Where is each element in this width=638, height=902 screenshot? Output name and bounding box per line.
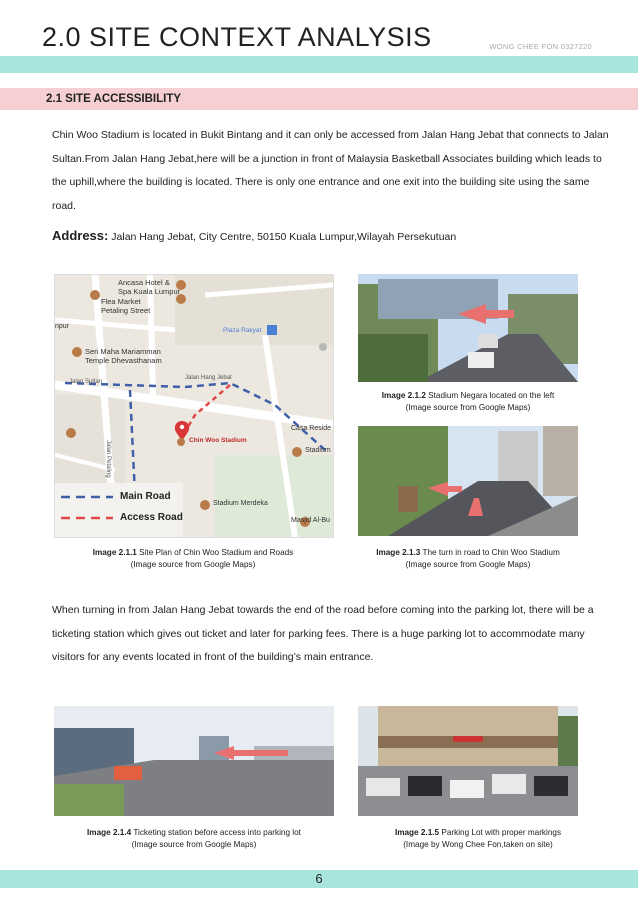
map-label-chin-woo: Chin Woo Stadium [189,437,247,444]
map-label-stadium: Stadium [305,447,331,454]
page-header-title: 2.0 SITE CONTEXT ANALYSIS [42,22,432,52]
map-label-left-edge: npur [55,323,70,330]
header-teal-band [0,56,638,73]
map-label-masjid: Masjid Al-Bu [291,517,330,524]
legend-main-road: Main Road [120,491,171,502]
map-label-merdeka: Stadium Merdeka [213,500,268,507]
photo-stadium-negara [358,274,578,382]
photo-turn-in-road [358,426,578,536]
map-label-temple: Seri Maha Mariamman Temple Dhevasthanam [85,347,162,365]
map-label-casa: Casa Reside [291,425,332,432]
map-label-plaza: Plaza Rakyat [223,327,262,334]
legend-access-road: Access Road [120,512,183,523]
address-line [52,228,456,243]
site-plan-map [54,274,334,538]
caption-2-1-3: Image 2.1.3 The turn in road to Chin Woo Stadium (Image source from Google Maps) [376,548,560,569]
intro-paragraph: Chin Woo Stadium is located in Bukit Bintang and it can only be accessed from Jalan Hang Jebat that connects to Jalan Sultan.From Jalan Hang Jebat,here will be a junction in front of Malaysia Basketball Associates building which leads to the uphill,where the building is located. There is only one entrance and one exit into the building site using the same road. [52,129,609,212]
section-title: 2.1 SITE ACCESSIBILITY [46,93,182,105]
map-label-ancasa: Ancasa Hotel & Spa Kuala Lumpur [118,278,181,296]
address-label: Address: [52,228,109,243]
address-value: Jalan Hang Jebat, City Centre, 50150 Kuala Lumpur,Wilayah Persekutuan [108,231,457,243]
caption-2-1-2: Image 2.1.2 Stadium Negara located on the left (Image source from Google Maps) [381,391,555,412]
photo-ticketing-station [54,706,334,816]
map-label-jalan-petaling: Jalan Petaling [105,440,111,478]
caption-2-1-4: Image 2.1.4 Ticketing station before access into parking lot (Image source from Google Maps) [87,828,301,849]
map-label-flea-market: Flea Market Petaling Street [101,297,151,315]
page-number: 6 [315,871,323,886]
caption-2-1-5: Image 2.1.5 Parking Lot with proper markings (Image by Wong Chee Fon,taken on site) [394,828,562,849]
page-header-author: WONG CHEE FON 0327220 [489,42,592,51]
parking-paragraph: When turning in from Jalan Hang Jebat towards the end of the road before coming into the parking lot, there will be a ticketing station which gives out ticket and later for parking fees. There is a huge parking lot to accommodate many visitors for any events located in front of the building’s main entrance. [52,604,594,663]
map-label-jalan-hang-jebat: Jalan Hang Jebat [185,375,232,381]
map-label-jalan-sultan: Jalan Sultan [69,379,103,385]
photo-parking-lot [358,706,578,816]
caption-2-1-1: Image 2.1.1 Site Plan of Chin Woo Stadium and Roads (Image source from Google Maps) [92,548,294,569]
